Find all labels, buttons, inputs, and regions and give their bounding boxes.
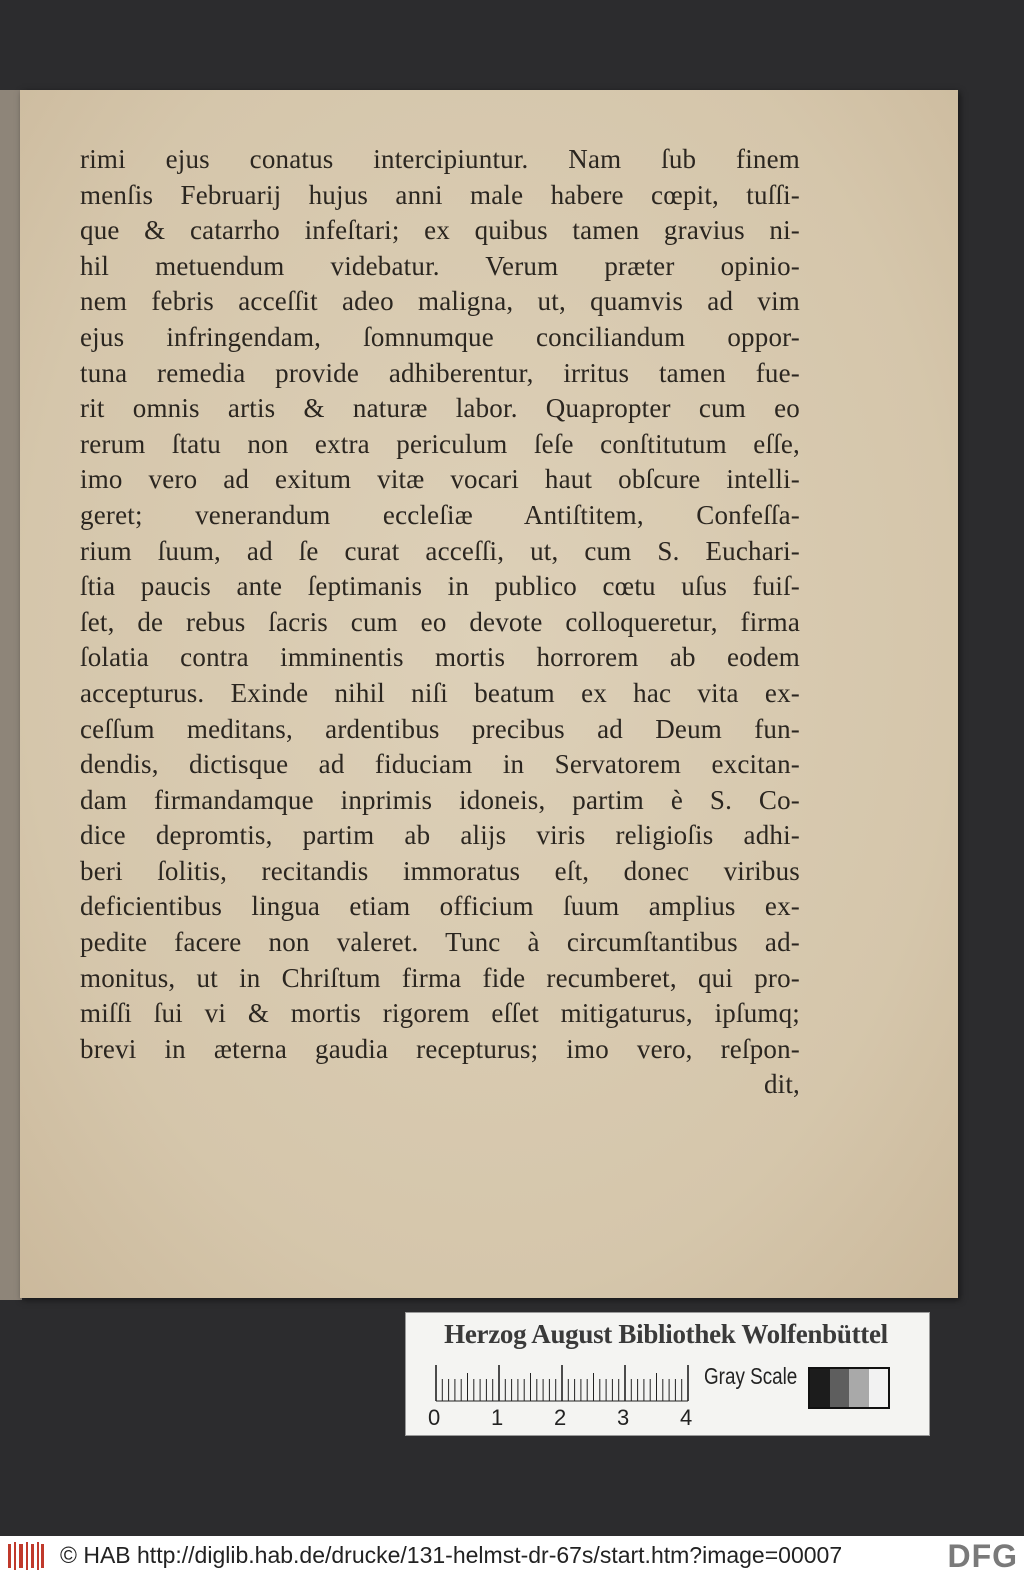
text-line: tuna remedia provide adhiberentur, irritus tamen fue- [80, 357, 800, 388]
page-text [80, 142, 800, 1103]
gray-scale-label: Gray Scale [704, 1363, 798, 1389]
gray-swatch [869, 1369, 889, 1407]
text-line: menſis Februarij hujus anni male habere cœpit, tuſſi- [80, 179, 800, 210]
gray-swatch [830, 1369, 850, 1407]
ruler-label: 3 [617, 1405, 630, 1430]
text-line: deficientibus lingua etiam officium ſuum amplius ex- [80, 891, 800, 922]
book-page [20, 90, 958, 1298]
library-title: Herzog August Bibliothek Wolfenbüttel [444, 1319, 888, 1349]
text-line: brevi in æterna gaudia recepturus; imo vero, reſpon- [80, 1033, 800, 1064]
source-url[interactable]: © HAB http://diglib.hab.de/drucke/131-helmst-dr-67s/start.htm?image=00007 [60, 1542, 843, 1568]
text-line: pedite facere non valeret. Tunc à circumſtantibus ad- [80, 927, 800, 958]
text-line: ſolatia contra imminentis mortis horrorem ab eodem [80, 642, 800, 673]
ruler-label: 4 [680, 1405, 693, 1430]
text-line: beri ſolitis, recitandis immoratus eſt, donec viribus [80, 855, 800, 886]
text-line: dice depromtis, partim ab alijs viris religioſis adhi- [80, 820, 800, 851]
ruler-label: 2 [554, 1405, 567, 1430]
text-line: hil metuendum videbatur. Verum præter opinio- [80, 250, 800, 281]
dfg-logo: DFG [947, 1538, 1018, 1574]
scale-ruler [434, 1365, 694, 1407]
text-line: dendis, dictisque ad fiduciam in Servatorem excitan- [80, 749, 800, 780]
text-line: rit omnis artis & naturæ labor. Quapropter cum eo [80, 393, 800, 424]
ruler-label: 1 [491, 1405, 504, 1430]
ruler-label: 0 [428, 1405, 441, 1430]
barcode-icon [6, 1540, 46, 1572]
footer-bar [0, 1536, 1024, 1578]
text-line: imo vero ad exitum vitæ vocari haut obſcure intelli- [80, 464, 800, 495]
text-line: rimi ejus conatus intercipiuntur. Nam ſub finem [80, 144, 800, 174]
previous-page-edge [0, 90, 22, 1300]
text-line: ſtia paucis ante ſeptimanis in publico cœtu uſus fuiſ- [80, 571, 800, 602]
text-line: miſſi ſui vi & mortis rigorem eſſet mitigaturus, ipſumq; [80, 998, 800, 1029]
text-line: dam firmandamque inprimis idoneis, partim è S. Co- [80, 784, 800, 815]
text-line: accepturus. Exinde nihil niſi beatum ex hac vita ex- [80, 677, 800, 708]
text-line: rium ſuum, ad ſe curat acceſſi, ut, cum S. Euchari- [80, 535, 800, 566]
text-line: ceſſum meditans, ardentibus precibus ad Deum fun- [80, 713, 800, 744]
text-line: rerum ſtatu non extra periculum ſeſe conſtitutum eſſe, [80, 428, 800, 459]
text-line: nem febris acceſſit adeo maligna, ut, quamvis ad vim [80, 286, 800, 317]
text-line: que & catarrho infeſtari; ex quibus tamen gravius ni- [80, 215, 800, 246]
color-target-card [405, 1312, 930, 1436]
text-line: ejus infringendam, ſomnumque conciliandum oppor- [80, 321, 800, 352]
gray-swatch [849, 1369, 869, 1407]
text-line: monitus, ut in Chriſtum firma fide recumberet, qui pro- [80, 962, 800, 993]
text-line: geret; venerandum eccleſiæ Antiſtitem, Confeſſa- [80, 499, 800, 530]
catchword: dit, [763, 1069, 800, 1100]
gray-swatch [810, 1369, 830, 1407]
gray-scale-swatches [808, 1367, 890, 1409]
text-line: ſet, de rebus ſacris cum eo devote colloqueretur, firma [80, 606, 800, 637]
